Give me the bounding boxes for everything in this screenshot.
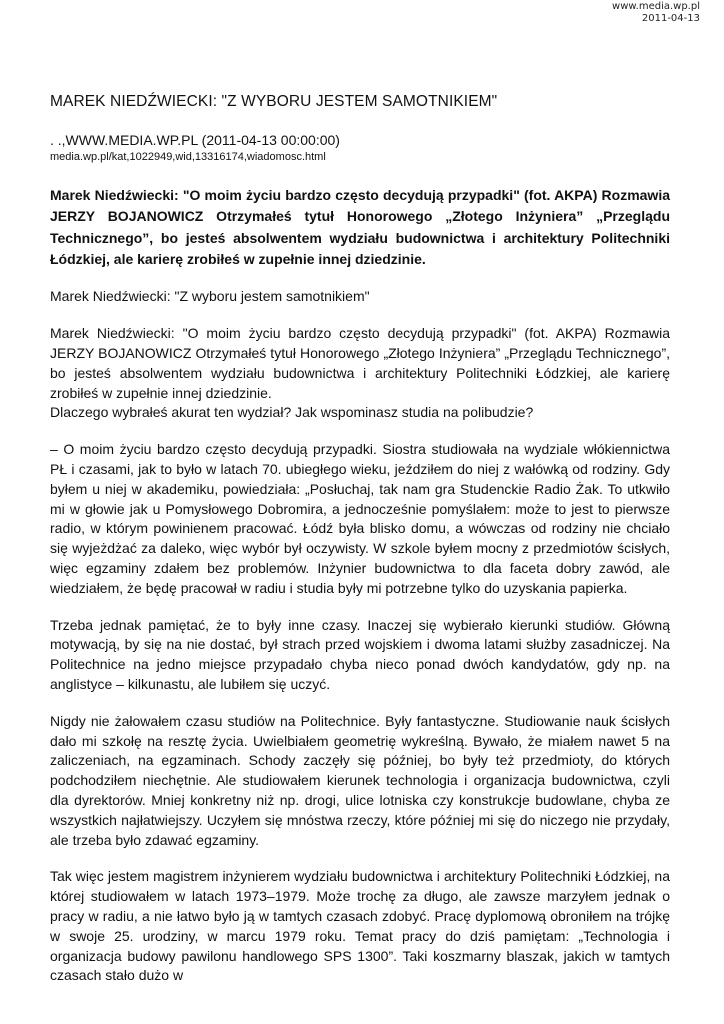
body-paragraph: Nigdy nie żałowałem czasu studiów na Politechnice. Były fantastyczne. Studiowanie nauk ścisłych dało mi szkołę na resztę życia. Uwielbiałem geometrię wykreślną. Bywało, że miałem nawet 5 na zaliczeniach, na egzaminach. Schody zaczęły się później, bo były też przedmioty, do których podchodziłem niechętnie. Ale studiowałem kierunek technologia i organizacja budownictwa, czyli dla dyrektorów. Mniej konkretny niż np. drogi, ulice lotniska czy konstrukcje budowlane, chyba ze wszystkich najłatwiejszy. Uczyłem się mnóstwa rzeczy, które później mi się do niczego nie przydały, ale trzeba było zdawać egzaminy. [50, 712, 670, 848]
article-subtitle: Marek Niedźwiecki: "Z wyboru jestem samotnikiem" [50, 288, 370, 305]
article [50, 93, 670, 1003]
source-line: . .,WWW.MEDIA.WP.PL (2011-04-13 00:00:00) [50, 132, 340, 148]
header-date: 2011-04-13 [641, 13, 700, 24]
body-paragraph: – O moim życiu bardzo często decydują przypadki. Siostra studiowała na wydziale włókiennictwa PŁ i czasami, jak to było w latach 70. ubiegłego wieku, jeździłem do niej z wałówką od rodziny. Gdy byłem u niej w akademiku, powiedziała: „Posłuchaj, tak nam gra Studenckie Radio Żak. To utkwiło mi w głowie jak u Pomysłowego Dobromira, a jednocześnie pomyślałem: może to jest to pierwsze radio, w którym powinienem pracować. Łódź była blisko domu, a wówczas od rodziny nie chciało się wyjeżdżać za daleko, więc wybór był oczywisty. W szkole byłem mocny z przedmiotów ścisłych, więc egzaminy zdałem bez problemów. Inżynier budownictwa to dla faceta dobry zawód, ale wiedziałem, że będę pracował w radiu i studia były mi potrzebne tylko do uzyskania papierka. [50, 441, 670, 596]
article-title: MAREK NIEDŹWIECKI: "Z WYBORU JESTEM SAMOTNIKIEM" [50, 93, 498, 110]
intro-text: Marek Niedźwiecki: "O moim życiu bardzo często decydują przypadki" (fot. AKPA) Rozmawia JERZY BOJANOWICZ Otrzymałeś tytuł Honorowego „Złotego Inżyniera” „Przeglądu Technicznego”, bo jesteś absolwentem wydziału budownictwa i architektury Politechniki Łódzkiej, ale karierę zrobiłeś w zupełnie innej dziedzinie. [50, 325, 670, 401]
body-paragraph: Trzeba jednak pamiętać, że to były inne czasy. Inaczej się wybierało kierunki studiów. Główną motywacją, by się na nie dostać, był strach przed wojskiem i dwoma latami służby zasadniczej. Na Politechnice na jedno miejsce przypadało chyba nieco ponad dwóch kandydatów, gdy np. na anglistyce – kilkunastu, ale lubiłem się uczyć. [50, 616, 670, 692]
page-header [612, 1, 700, 25]
source-url: media.wp.pl/kat,1022949,wid,13316174,wiadomosc.html [50, 151, 326, 163]
lead-paragraph: Marek Niedźwiecki: "O moim życiu bardzo często decydują przypadki" (fot. AKPA) Rozmawia JERZY BOJANOWICZ Otrzymałeś tytuł Honorowego „Złotego Inżyniera” „Przeglądu Technicznego”, bo jesteś absolwentem wydziału budownictwa i architektury Politechniki Łódzkiej, ale karierę zrobiłeś w zupełnie innej dziedzinie. [50, 187, 670, 267]
interview-question: Dlaczego wybrałeś akurat ten wydział? Jak wspominasz studia na polibudzie? [50, 404, 534, 421]
body-paragraph: Tak więc jestem magistrem inżynierem wydziału budownictwa i architektury Politechniki Łódzkiej, na której studiowałem w latach 1973–1979. Może trochę za długo, ale zawsze marzyłem jednak o pracy w radiu, a nie łatwo było ją w tamtych czasach zdobyć. Pracę dyplomową obroniłem na trójkę w swoje 25. urodziny, w marcu 1979 roku. Temat pracy do dziś pamiętam: „Technologia i organizacja budowy pawilonu handlowego SPS 1300”. Taki koszmarny blaszak, jakich w tamtych czasach stało dużo w [50, 868, 670, 984]
header-site: www.media.wp.pl [612, 1, 700, 12]
intro-paragraph [50, 324, 670, 423]
